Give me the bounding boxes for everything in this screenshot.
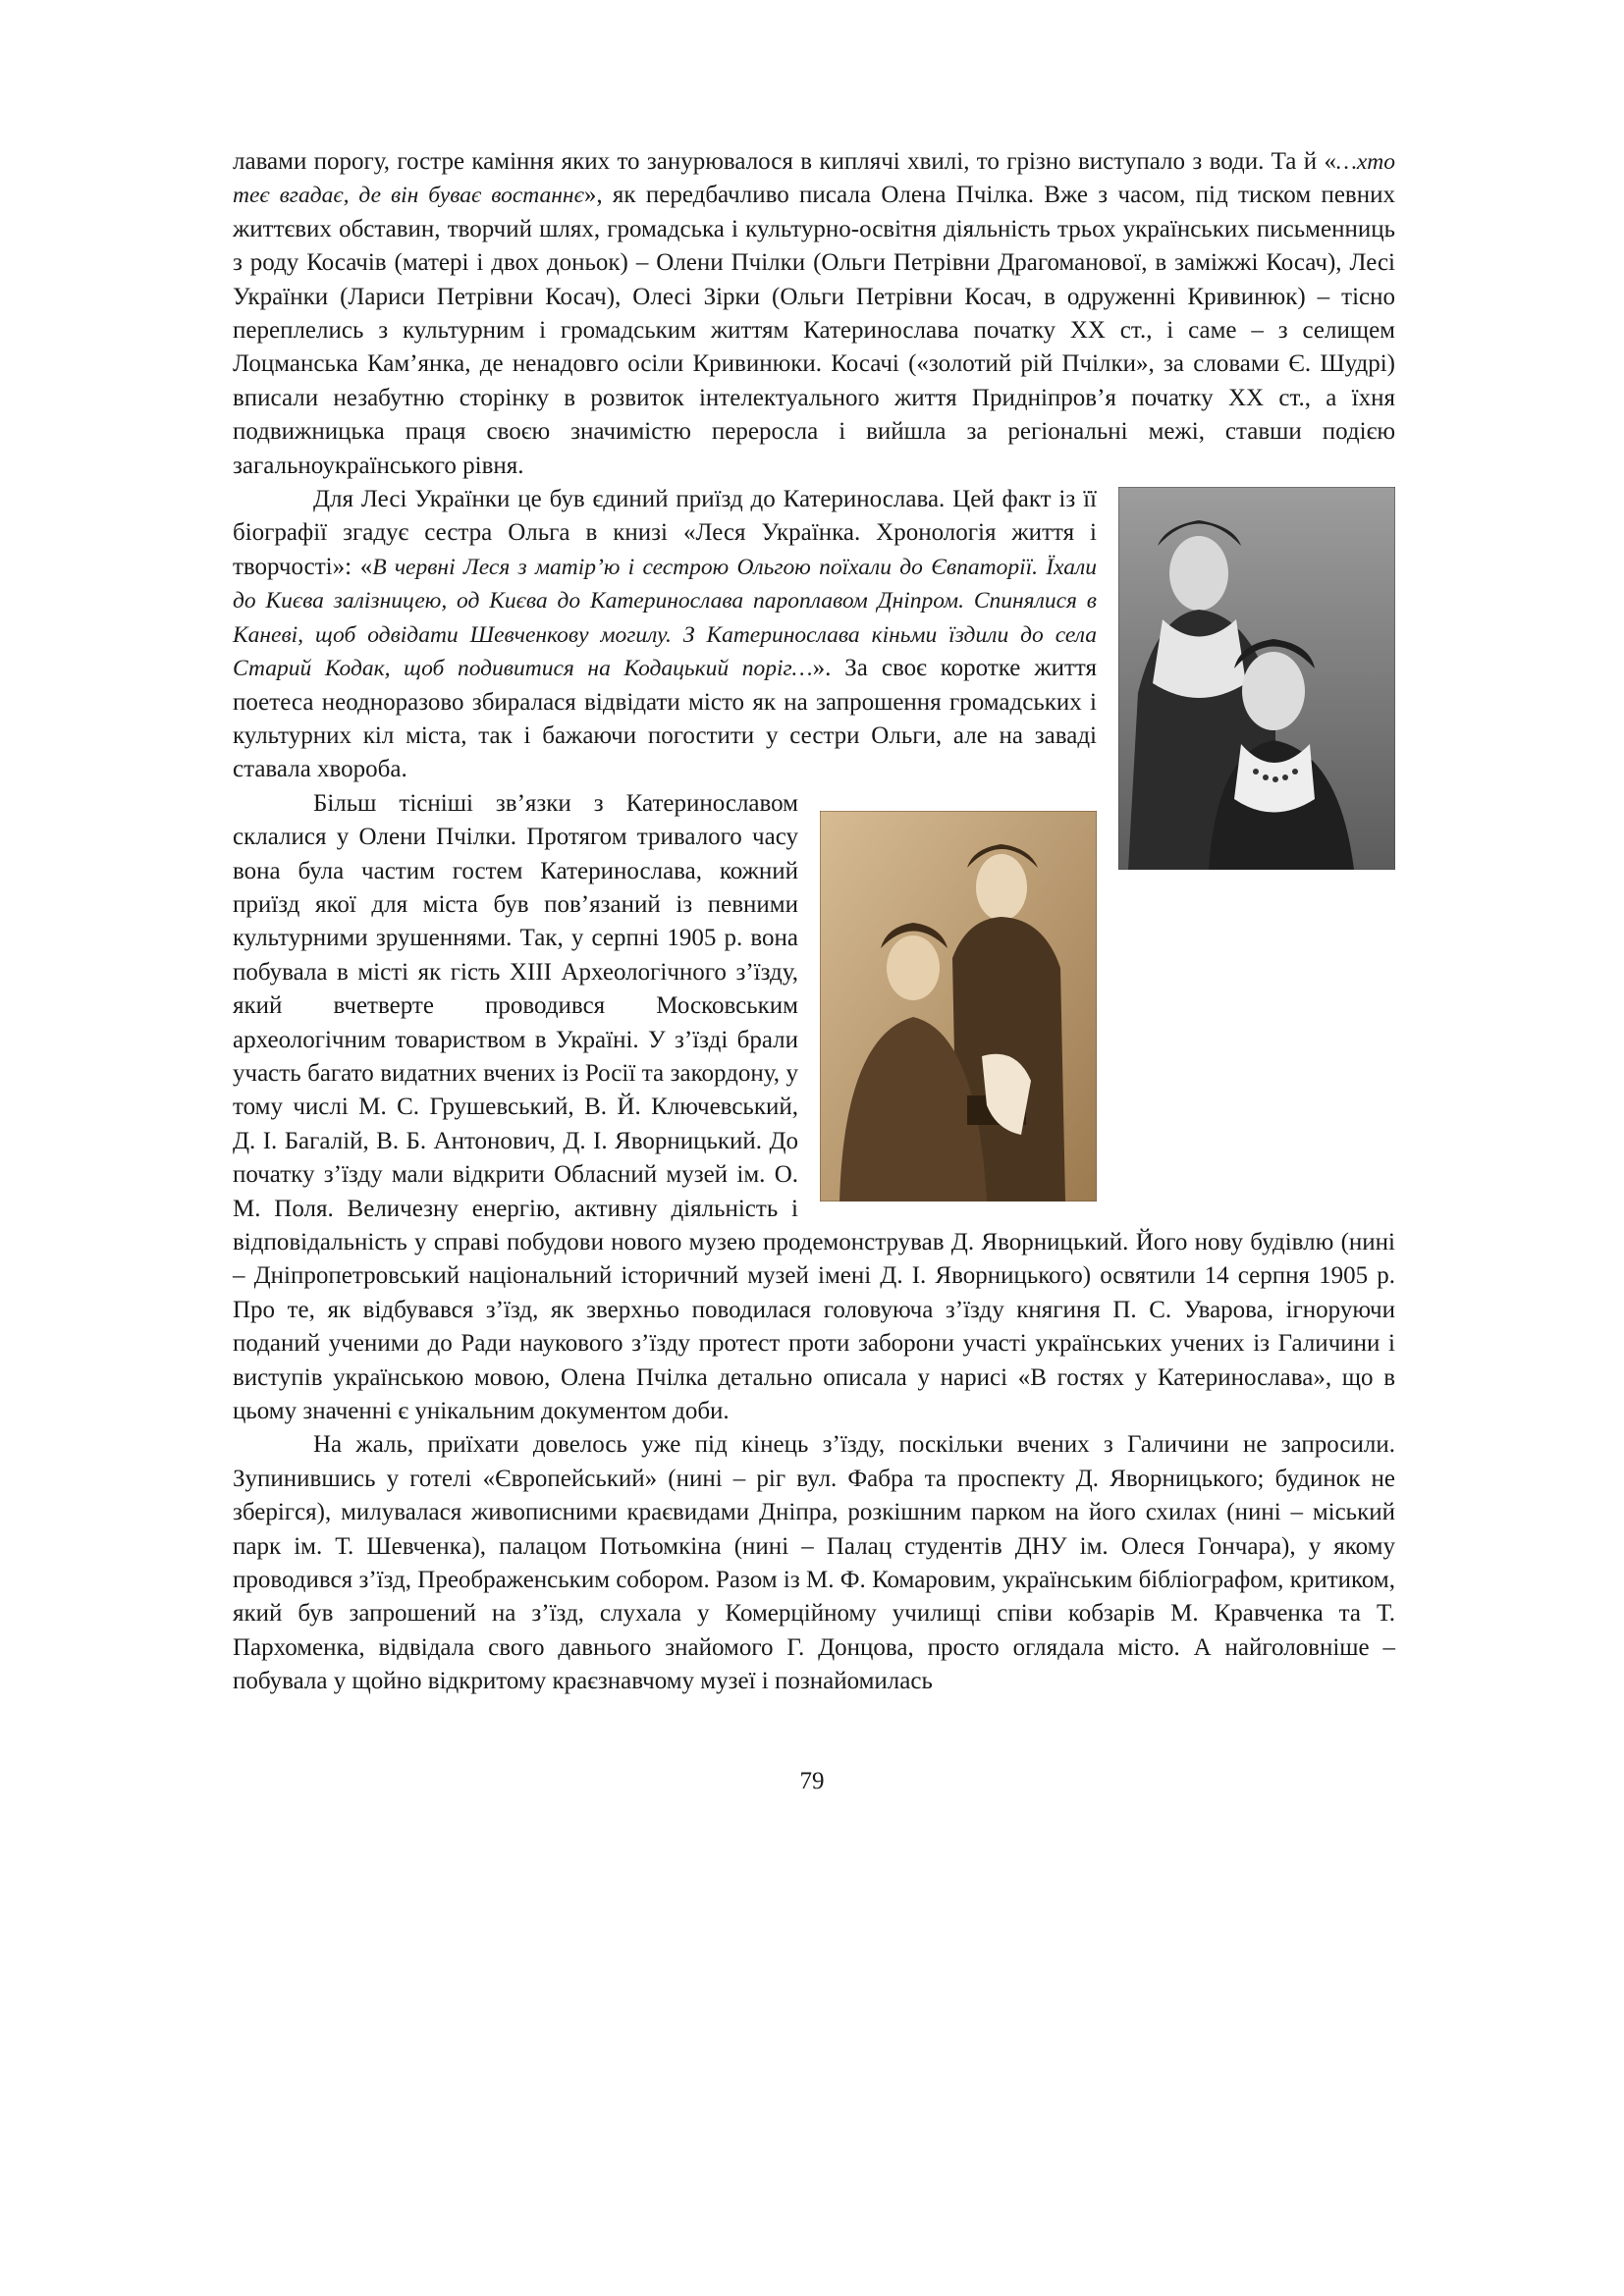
- photo-olena-pchilka-and-lesya: [820, 811, 1097, 1201]
- text-block: [233, 145, 1395, 1699]
- paragraph-2-text-1: Для Лесі Українки це був єдиний приїзд до Катеринослава. Цей факт із її біографії згадує сестра Ольга в книзі «Леся Українка. Хронологія життя і творчості»: «: [233, 486, 1097, 580]
- paragraph-2-text-2: ». За своє коротке життя поетеса неодноразово збиралася відвідати місто як на запрошення громадських і культурних кіл міста, так і бажаючи погостити у сестри Ольги, але на заваді ставала хвороба.: [233, 655, 1097, 783]
- paragraph-4: [233, 1428, 1395, 1698]
- paragraph-4-text: На жаль, приїхати довелось уже під кінець з’їзду, поскільки вчених з Галичини не запросили. Зупинившись у готелі «Європейський» (нині – ріг вул. Фабра та проспекту Д. Яворницького; будинок не зберігся), милувалася живописними краєвидами Дніпра, розкішним парком на його схилах (нині – міський парк ім. Т. Шевченка), палацом Потьомкіна (нині – Палац студентів ДНУ ім. Олеся Гончара), у якому проводився з’їзд, Преображенським собором. Разом із М. Ф. Комаровим, українським бібліографом, критиком, який був запрошений на з’їзд, слухала у Комерційному училищі співи кобзарів М. Кравченка та Т. Пархоменка, відвідала свого давнього знайомого Г. Донцова, просто оглядала місто. А найголовніше – побувала у щойно відкритому краєзнавчому музеї і познайомилась: [233, 1431, 1395, 1695]
- page-number: 79: [799, 1768, 825, 1794]
- paragraph-3: [233, 787, 1395, 1429]
- paragraph-1-text-2: », як передбачливо писала Олена Пчілка. Вже з часом, під тиском певних життєвих обставин, творчий шлях, громадська і культурно-освітня діяльність трьох українських письменниць з роду Косачів (матері і двох доньок) – Олени Пчілки (Ольги Петрівни Драгоманової, в заміжжі Косач), Лесі Українки (Лариси Петрівни Косач), Олесі Зірки (Ольги Петрівни Косач, в одруженні Кривинюк) – тісно переплелись з культурним і громадським життям Катеринослава початку ХХ ст., і саме – з селищем Лоцманська Кам’янка, де ненадовго осіли Кривинюки. Косачі («золотий рій Пчілки», за словами Є. Шудрі) вписали незабутню сторінку в розвиток інтелектуального життя Придніпров’я початку ХХ ст., а їхня подвижницька праця своєю значимістю переросла і вийшла за регіональні межі, ставши подією загальноукраїнського рівня.: [233, 182, 1395, 479]
- portrait-photo-sepia: [820, 811, 1097, 1201]
- photo-lesya-and-olga: [1118, 487, 1395, 870]
- paragraph-1-text-1: лавами порогу, гостре каміння яких то занурювалося в киплячі хвилі, то грізно виступало з води. Та й «: [233, 148, 1336, 175]
- portrait-photo-bw: [1118, 487, 1395, 870]
- paragraph-1-quote: …хто теє вгадає, де він буває востаннє: [233, 149, 1395, 209]
- paragraph-1: [233, 145, 1395, 483]
- paragraph-2-quote: В червні Леся з матір’ю і сестрою Ольгою поїхали до Євпаторії. Їхали до Києва залізницею, од Києва до Катеринослава пароплавом Дніпром. Спинялися в Каневі, щоб одвідати Шевченкову могилу. З Катеринослава кіньми їздили до села Старий Кодак, щоб подивитися на Кодацький поріг…: [233, 554, 1098, 682]
- paragraph-3-text: Більш тісніші зв’язки з Катеринославом склалися у Олени Пчілки. Протягом тривалого часу вона була частим гостем Катеринослава, кожний приїзд якої для міста був пов’язаний із певними культурними зрушеннями. Так, у серпні 1905 р. вона побувала в місті як гість XIII Археологічного з’їзду, який вчетверте проводився Московським археологічним товариством в Україні. У з’їзді брали участь багато видатних вчених із Росії та закордону, у тому числі М. С. Грушевський, В. Й. Ключевський, Д. І. Багалій, В. Б. Антонович, Д. І. Яворницький. До початку з’їзду мали відкрити Обласний музей ім. О. М. Поля. Величезну енергію, активну діяльність і відповідальність у справі побудови нового музею продемонстрував Д. Яворницький. Його нову будівлю (нині – Дніпропетровський національний історичний музей імені Д. І. Яворницького) освятили 14 серпня 1905 р. Про те, як відбувався з’їзд, як зверхньо поводилася головуюча з’їзду княгиня П. С. Уварова, ігноруючи поданий ученими до Ради наукового з’їзду протест проти заборони участі українських учених із Галичини і виступів українською мовою, Олена Пчілка детально описала у нарисі «В гостях у Катеринослава», що в цьому значенні є унікальним документом доби.: [233, 789, 1395, 1425]
